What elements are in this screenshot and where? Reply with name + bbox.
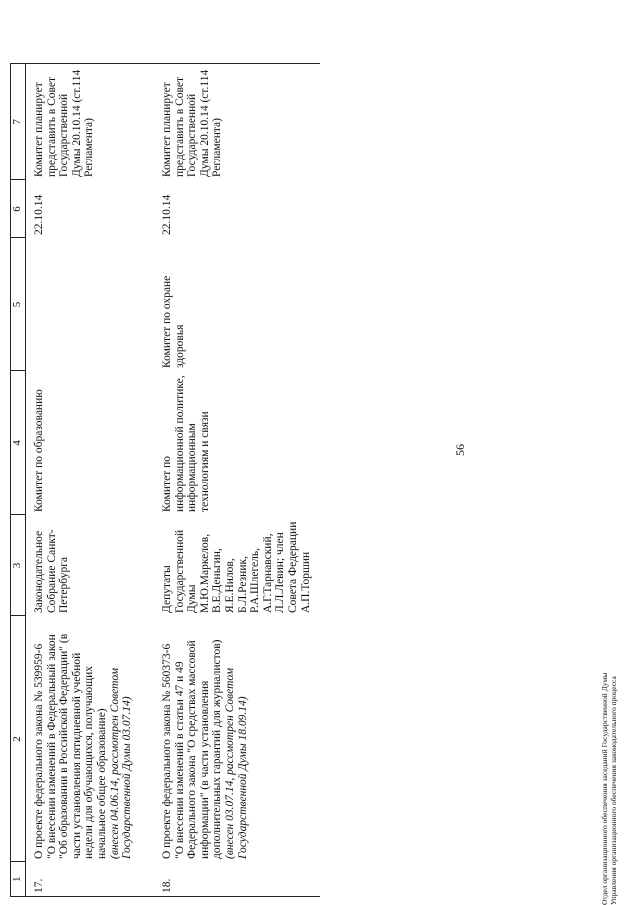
table-row	[32, 64, 160, 897]
table-row	[160, 64, 320, 897]
co-committee: Комитет по охране здоровья	[161, 275, 186, 368]
bill-title: О проекте федерального закона № 560373-6	[161, 643, 173, 859]
responsible-committee: Комитет по информационной политике, информационным технологиям и связи	[161, 375, 211, 512]
review-date: 22.10.14	[161, 194, 173, 235]
initiator: Законодательное Собрание Санкт-Петербурга	[33, 529, 71, 613]
footer	[600, 673, 618, 905]
col-header-6: 6	[11, 180, 26, 238]
plan-note: Комитет планирует представить в Совет Государственной Думы 20.10.14 (ст.114 Регламента)	[160, 64, 320, 181]
col-header-4: 4	[11, 371, 26, 515]
bill-description	[160, 616, 320, 862]
col-header-2: 2	[11, 616, 26, 862]
page-number: 56	[453, 444, 467, 456]
plan-note: Комитет планирует представить в Совет Государственной Думы 20.10.14 (ст.114 Регламента)	[32, 64, 160, 181]
col-header-1: 1	[11, 862, 26, 897]
bill-note: (внесен 03.07.14, рассмотрен Советом Государственной Думы 18.09.14)	[223, 667, 249, 859]
row-number: 18.	[160, 862, 320, 897]
bill-body: "О внесении изменений в Федеральный закон "Об образовании в Российской Федерации" (в части установления пятидневной учебной недели для обучающихся, получающих начальное общее образование)	[45, 633, 108, 859]
row-number: 17.	[32, 862, 160, 897]
col-header-5: 5	[11, 238, 26, 371]
bills-table	[10, 63, 320, 897]
bill-body: "О внесении изменений в статьи 47 и 49 Федерального закона "О средствах массовой информации" (в части установления дополнительных гарантий для журналистов)	[173, 639, 224, 859]
co-committee	[32, 238, 160, 371]
footer-line-1: Отдел организационного обеспечения заседаний Государственной Думы	[600, 672, 609, 905]
responsible-committee: Комитет по образованию	[33, 389, 45, 512]
col-header-7: 7	[11, 64, 26, 181]
footer-line-2: Управления организационного обеспечения законодательного процесса	[609, 676, 618, 905]
header-row	[11, 64, 26, 897]
initiator: Депутаты Государственной Думы М.Ю.Маркелов, В.Е.Деньгин, Я.Е.Нилов, Б.Л.Резник, Р.А.Шлегель, А.Г.Тарнавский, Л.Л.Левин; член Совета Федерации А.П.Торшин	[161, 521, 312, 613]
review-date: 22.10.14	[33, 194, 45, 235]
bill-note: (внесен 04.06.14, рассмотрен Советом Государственной Думы 03.07.14)	[108, 667, 134, 859]
bill-title: О проекте федерального закона № 539959-6	[33, 643, 45, 859]
bill-description	[32, 616, 160, 862]
col-header-3: 3	[11, 515, 26, 616]
